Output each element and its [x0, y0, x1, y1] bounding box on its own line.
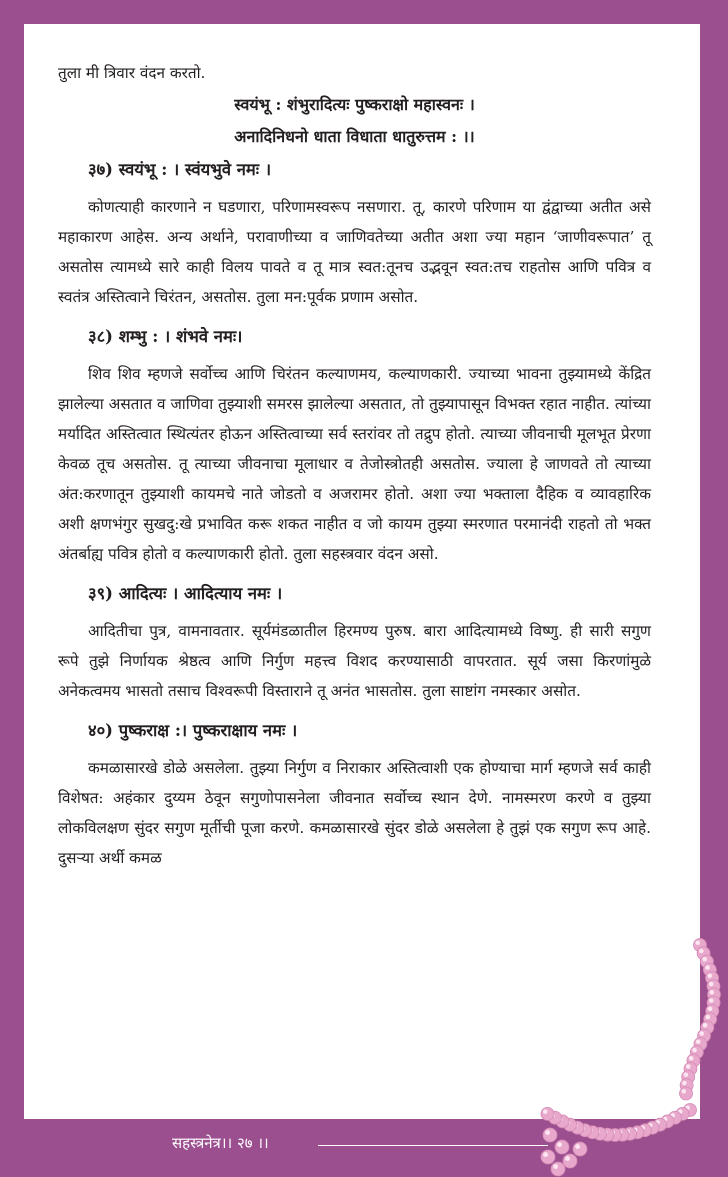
paragraph-40: कमळासारखे डोळे असलेला. तुझ्या निर्गुण व निराकार अस्तित्वाशी एक होण्याचा मार्ग म्हणजे सर्व काही विशेषत: अहंकार दुय्यम ठेवून सगुणोपासनेला जीवनात सर्वोच्च स्थान देणे. नामस्मरण करणे व तुझ्या लोकविलक्षण सुंदर सगुण मूर्तीची पूजा करणे. कमळासारखे सुंदर डोळे असलेला हे तुझं एक सगुण रूप आहे. दुसऱ्या अर्थी कमळ	[58, 759, 651, 867]
pearl-highlight	[699, 1031, 704, 1036]
verse-line-1: स्वयंभू : शंभुरादित्यः पुष्कराक्षो महास्वनः ।	[234, 95, 475, 114]
heading-39: ३९) आदित्यः । आदित्याय नमः ।	[88, 584, 283, 603]
footer-page-label: सहस्त्रनेत्र।। २७ ।।	[172, 1134, 269, 1152]
pearl-bead	[551, 1162, 565, 1176]
pearl-highlight	[695, 940, 700, 945]
pearl-highlight	[543, 1109, 548, 1114]
heading-37: ३७) स्वयंभू : । स्वंयभुवे नमः ।	[88, 160, 272, 179]
paragraph-38: शिव शिव म्हणजे सर्वोच्च आणि चिरंतन कल्याणमय, कल्याणकारी. ज्याच्या भावना तुझ्यामध्ये केंद्रित झालेल्या असतात व जाणिवा तुझ्याशी समरस झालेल्या असतात, तो तुझ्यापासून विभक्त रहात नाहीत. त्यांच्या मर्यादित अस्तित्वात स्थित्यंतर होऊन अस्तित्वाच्या सर्व स्तरांवर तो तद्रुप होतो. त्याच्या जीवनाची मूलभूत प्रेरणा केवळ तूच असतोस. तू त्याच्या जीवनाचा मूलाधार व तेजोस्त्रोतही असतोस. ज्याला हे जाणवते तो त्याच्या अंत:करणातून तुझ्याशी कायमचे नाते जोडतो व अजरामर होतो. अशा ज्या भक्ताला दैहिक व व्यावहारिक अशी क्षणभंगुर सुखदु:खे प्रभावित करू शकत नाहीत व जो कायम तुझ्या स्मरणात परमानंदी राहतो तो भक्त अंतर्बाह्य पवित्र होतो व कल्याणकारी होतो. तुला सहस्त्रवार वंदन असो.	[58, 365, 651, 563]
pearl-highlight	[702, 957, 707, 962]
paragraph-37: कोणत्याही कारणाने न घडणारा, परिणामस्वरूप नसणारा. तू, कारणे परिणाम या द्वंद्वाच्या अतीत असे महाकारण आहेस. अन्य अर्थाने, परावाणीच्या व जाणिवतेच्या अतीत अशा ज्या महान ‘जाणीवरूपात’ तू असतोस त्यामध्ये सारे काही विलय पावते व तू मात्र स्वत:तूनच उद्भवून स्वत:तच राहतोस आणि पवित्र व स्वतंत्र अस्तित्वाने चिरंतन, असतोस. तुला मन:पूर्वक प्रणाम असोत.	[58, 198, 651, 306]
pearl-bead	[555, 1140, 569, 1154]
paragraph-39: आदितीचा पुत्र, वामनावतार. सूर्यमंडळातील हिरमण्य पुरुष. बारा आदित्यामध्ये विष्णु. ही सारी सगुण रूपे तुझे निर्णायक श्रेष्ठत्व आणि निर्गुण महत्त्व विशद करण्यासाठी वापरतात. सूर्य जसा किरणांमुळे अनेकत्वमय भासतो तसाच विश्वरूपी विस्ताराने तू अनंत भासतोस. तुला साष्टांग नमस्कार असोत.	[58, 622, 651, 700]
pearl-bead	[541, 1107, 554, 1120]
pearl-highlight	[705, 965, 710, 970]
pearl-highlight	[543, 1152, 548, 1157]
pearl-bead	[680, 1087, 693, 1100]
pearl-highlight	[709, 990, 714, 995]
pearl-highlight	[696, 1039, 701, 1044]
pearl-bead	[541, 1150, 555, 1164]
pearl-highlight	[681, 1089, 686, 1094]
heading-40: ४०) पुष्कराक्ष :। पुष्कराक्षाय नमः ।	[88, 721, 298, 740]
pearl-highlight	[689, 1056, 694, 1061]
page-content	[58, 58, 651, 882]
pearl-bead	[563, 1154, 577, 1168]
pearl-highlight	[692, 1048, 697, 1053]
verse-line-2: अनादिनिधनो धाता विधाता धातुरुत्तम : ।।	[234, 127, 475, 146]
pearl-bead-necklace-icon	[530, 935, 728, 1177]
pearl-highlight	[708, 1006, 713, 1011]
pearl-highlight	[545, 1130, 550, 1135]
pearl-highlight	[699, 949, 704, 954]
pearl-highlight	[703, 1023, 708, 1028]
pearl-highlight	[565, 1156, 570, 1161]
pearl-highlight	[706, 1015, 711, 1020]
pearl-bead	[573, 1142, 587, 1156]
pearl-bead	[543, 1128, 557, 1142]
pearl-highlight	[684, 1072, 689, 1077]
paragraph-intro: तुला मी त्रिवार वंदन करतो.	[58, 64, 206, 82]
pearl-highlight	[575, 1144, 580, 1149]
pearl-highlight	[557, 1142, 562, 1147]
pearl-highlight	[553, 1164, 558, 1169]
pearl-highlight	[709, 982, 714, 987]
pearl-highlight	[708, 973, 713, 978]
pearl-highlight	[682, 1081, 687, 1086]
footer-rule	[318, 1145, 548, 1146]
pearl-highlight	[686, 1064, 691, 1069]
heading-38: ३८) शम्भु : । शंभवे नमः।	[88, 327, 243, 346]
pearl-highlight	[709, 998, 714, 1003]
